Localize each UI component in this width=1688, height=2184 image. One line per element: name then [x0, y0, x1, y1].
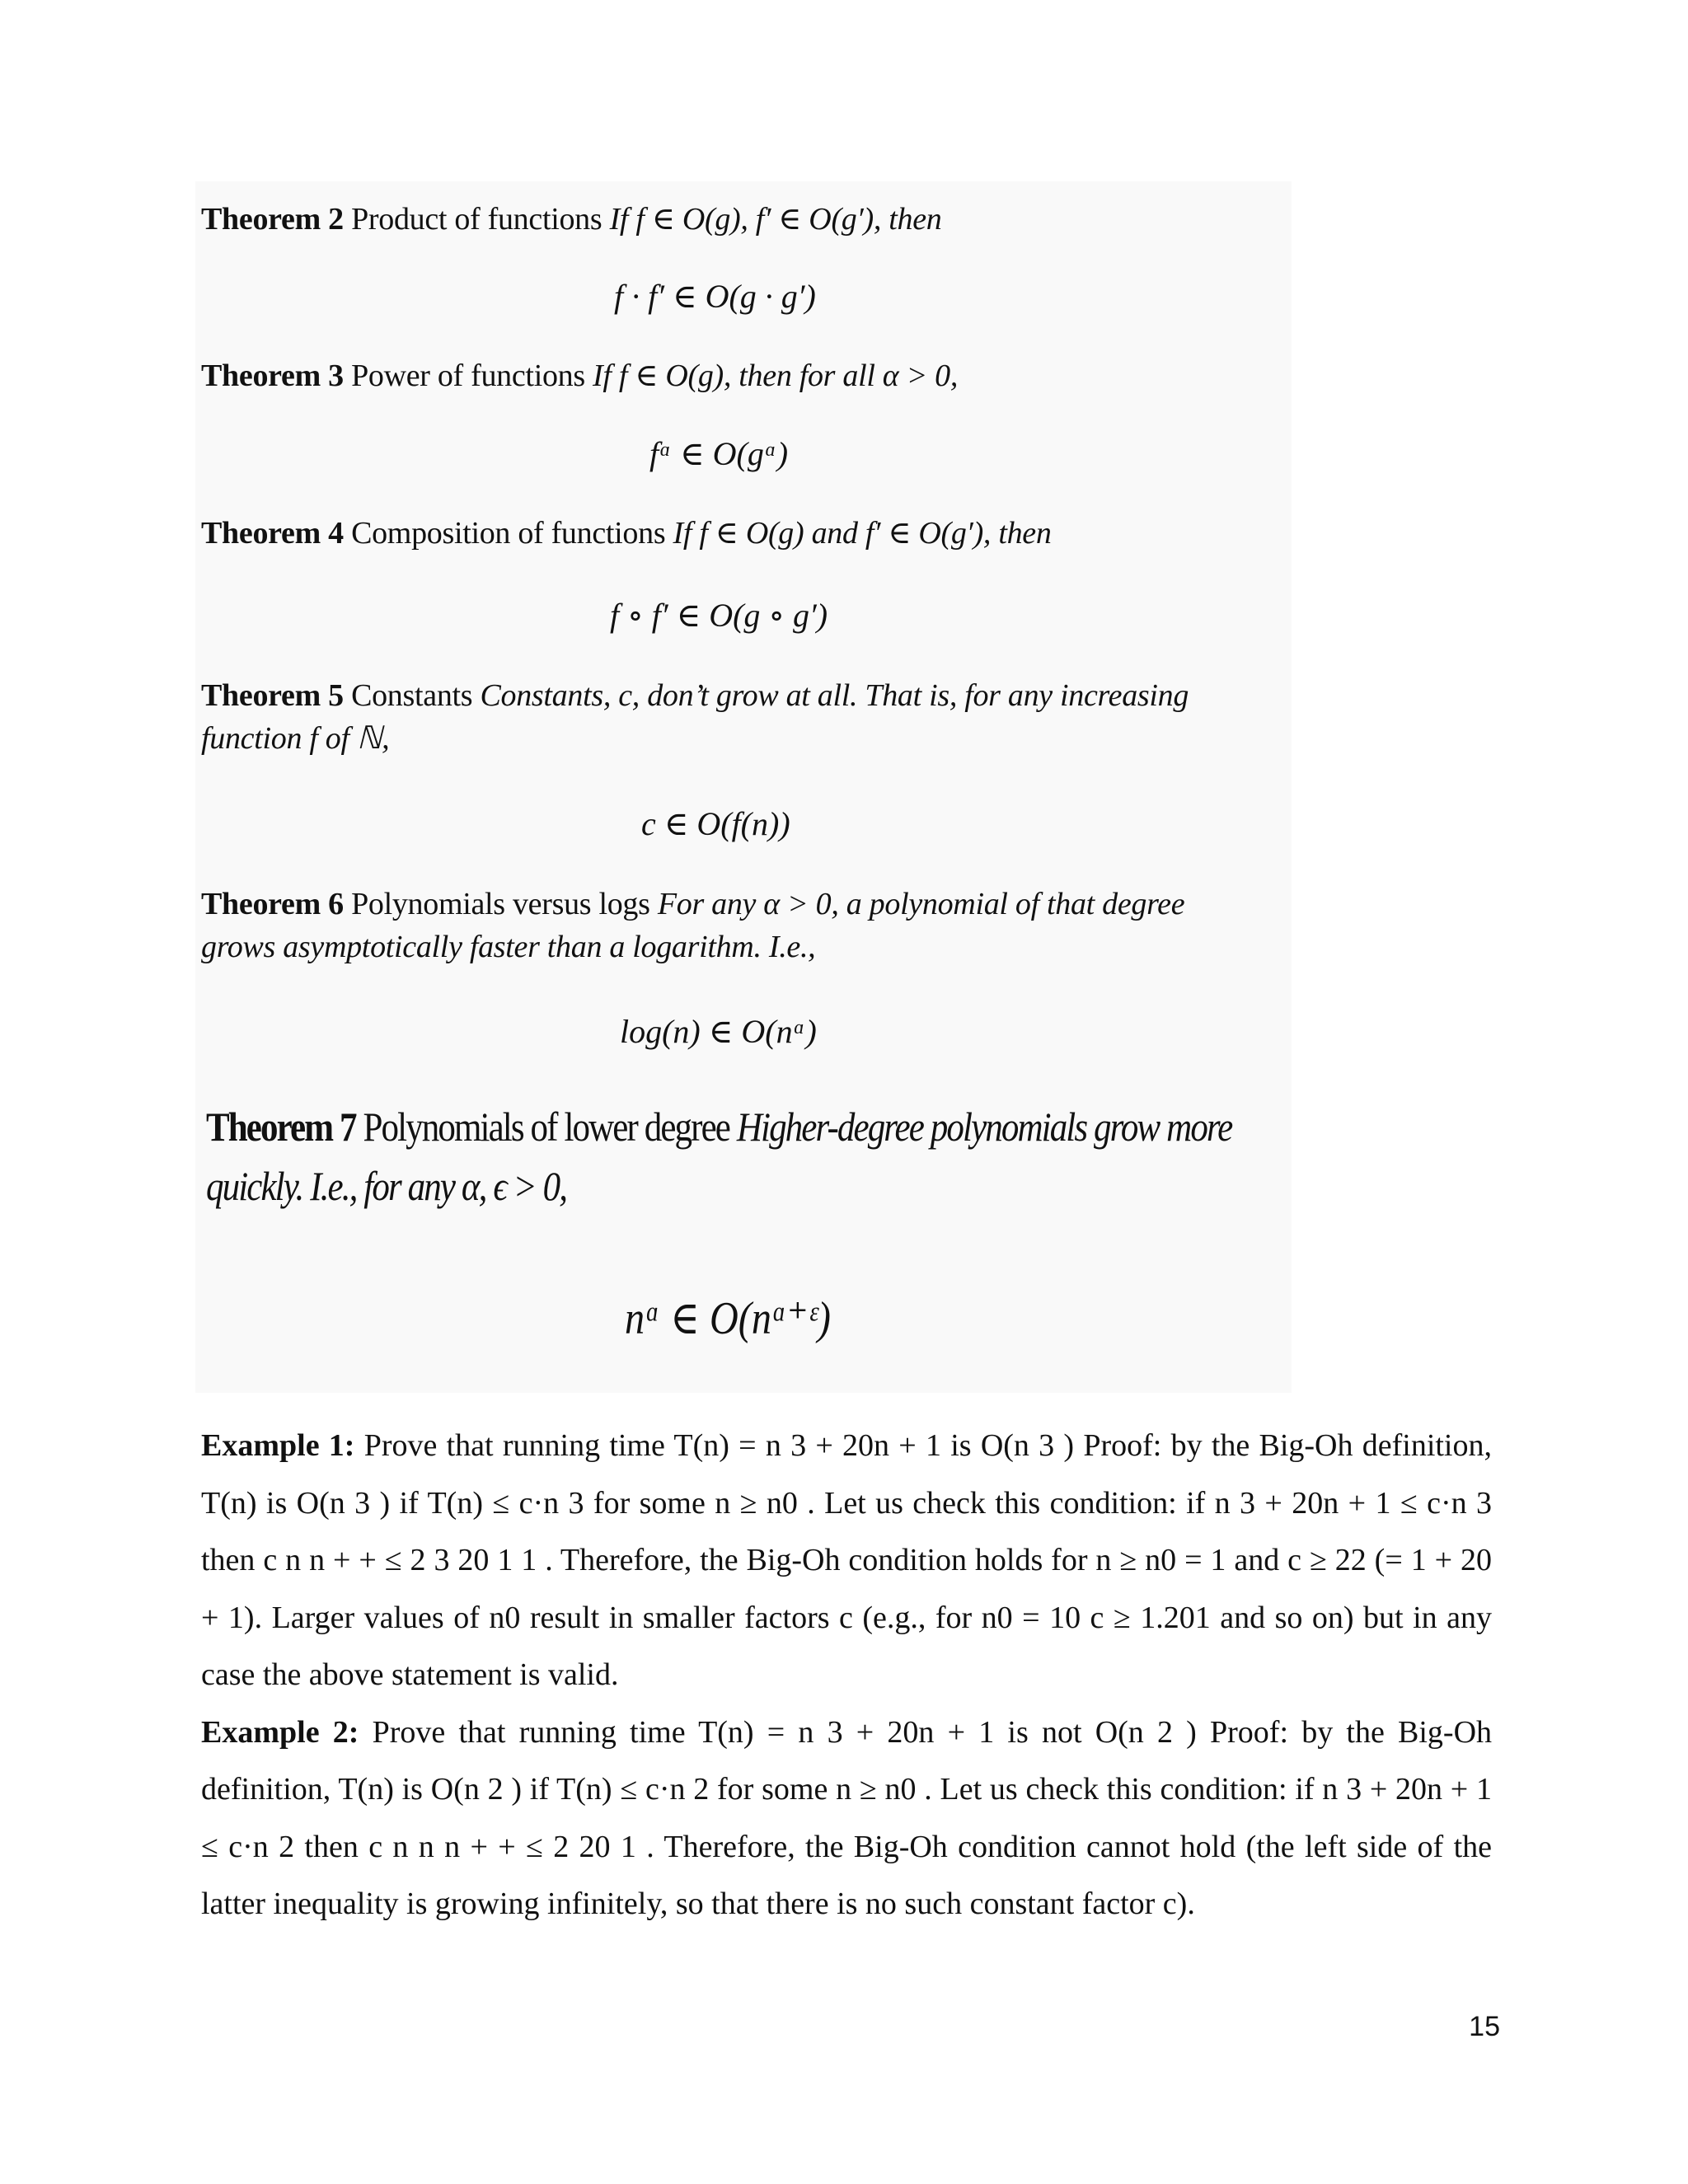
example-2 — [201, 1704, 1492, 1933]
theorem-label: Theorem 7 — [206, 1104, 356, 1150]
example-label: Example 2: — [201, 1714, 359, 1750]
example-label: Example 1: — [201, 1428, 355, 1463]
theorem-title: Product of functions — [351, 202, 603, 237]
theorem-statement: If f ∈ O(g), then for all α > 0, — [593, 359, 959, 393]
theorem-7 — [206, 1097, 1297, 1216]
theorem-statement: Higher-degree polynomials grow more quickly. I.e., for any α, ϵ > 0, — [206, 1104, 1232, 1209]
theorem-2-formula: f · f′ ∈ O(g · g′) — [614, 278, 816, 315]
examples-section — [201, 1418, 1492, 1933]
theorem-label: Theorem 2 — [201, 202, 344, 237]
example-text: Prove that running time T(n) = n 3 + 20n + 1 is not O(n 2 ) Proof: by the Big-Oh definition, T(n) is O(n 2 ) if T(n) ≤ c·n 2 for some n ≥ n0 . Let us check this condition: if n 3 + 20n + 1 ≤ c·n 2 then c n n n + + ≤ 2 20 1 . Therefore, the Big-Oh condition cannot hold (the left side of the latter inequality is growing infinitely, so that there is no such constant factor c). — [201, 1714, 1493, 1921]
theorem-statement: For any α > 0, a polynomial of that degree grows asymptotically faster than a logarithm. I.e., — [201, 887, 1185, 964]
theorem-title: Polynomials versus logs — [351, 887, 650, 921]
example-1 — [201, 1418, 1492, 1704]
theorem-statement: If f ∈ O(g), f′ ∈ O(g′), then — [609, 202, 942, 237]
theorem-3-formula: fᵅ ∈ O(gᵅ) — [649, 435, 789, 472]
theorem-5 — [201, 674, 1264, 760]
theorem-title: Composition of functions — [351, 516, 666, 551]
example-text: Prove that running time T(n) = n 3 + 20n + 1 is O(n 3 ) Proof: by the Big-Oh definition, T(n) is O(n 3 ) if T(n) ≤ c·n 3 for some n ≥ n0 . Let us check this condition: if n 3 + 20n + 1 ≤ c·n 3 then c n n + + ≤ 2 3 20 1 1 . Therefore, the Big-Oh condition holds for n ≥ n0 = 1 and c ≥ 22 (= 1 + 20 + 1). Larger values of n0 result in smaller factors c (e.g., for n0 = 10 c ≥ 1.201 and so on) but in any case the above statement is valid. — [201, 1428, 1492, 1692]
theorem-7-formula: nᵅ ∈ O(nᵅ⁺ᵋ) — [625, 1293, 831, 1344]
theorem-label: Theorem 5 — [201, 678, 344, 713]
theorem-4 — [201, 512, 1289, 555]
theorem-3 — [201, 354, 1289, 397]
theorem-label: Theorem 4 — [201, 516, 344, 551]
page-number: 15 — [1469, 2011, 1500, 2042]
theorem-6-formula: log(n) ∈ O(nᵅ) — [620, 1013, 817, 1050]
theorem-label: Theorem 3 — [201, 359, 344, 393]
theorem-title: Power of functions — [351, 359, 585, 393]
theorem-2 — [201, 198, 1289, 241]
theorem-4-formula: f ∘ f′ ∈ O(g ∘ g′) — [610, 597, 828, 634]
theorem-6 — [201, 883, 1264, 968]
theorem-title: Polynomials of lower degree — [363, 1104, 729, 1150]
theorem-label: Theorem 6 — [201, 887, 344, 921]
theorem-statement: Constants, c, don’t grow at all. That is, for any increasing function f of ℕ, — [201, 678, 1189, 756]
theorem-title: Constants — [351, 678, 473, 713]
theorem-statement: If f ∈ O(g) and f′ ∈ O(g′), then — [673, 516, 1052, 551]
theorem-5-formula: c ∈ O(f(n)) — [641, 805, 790, 842]
